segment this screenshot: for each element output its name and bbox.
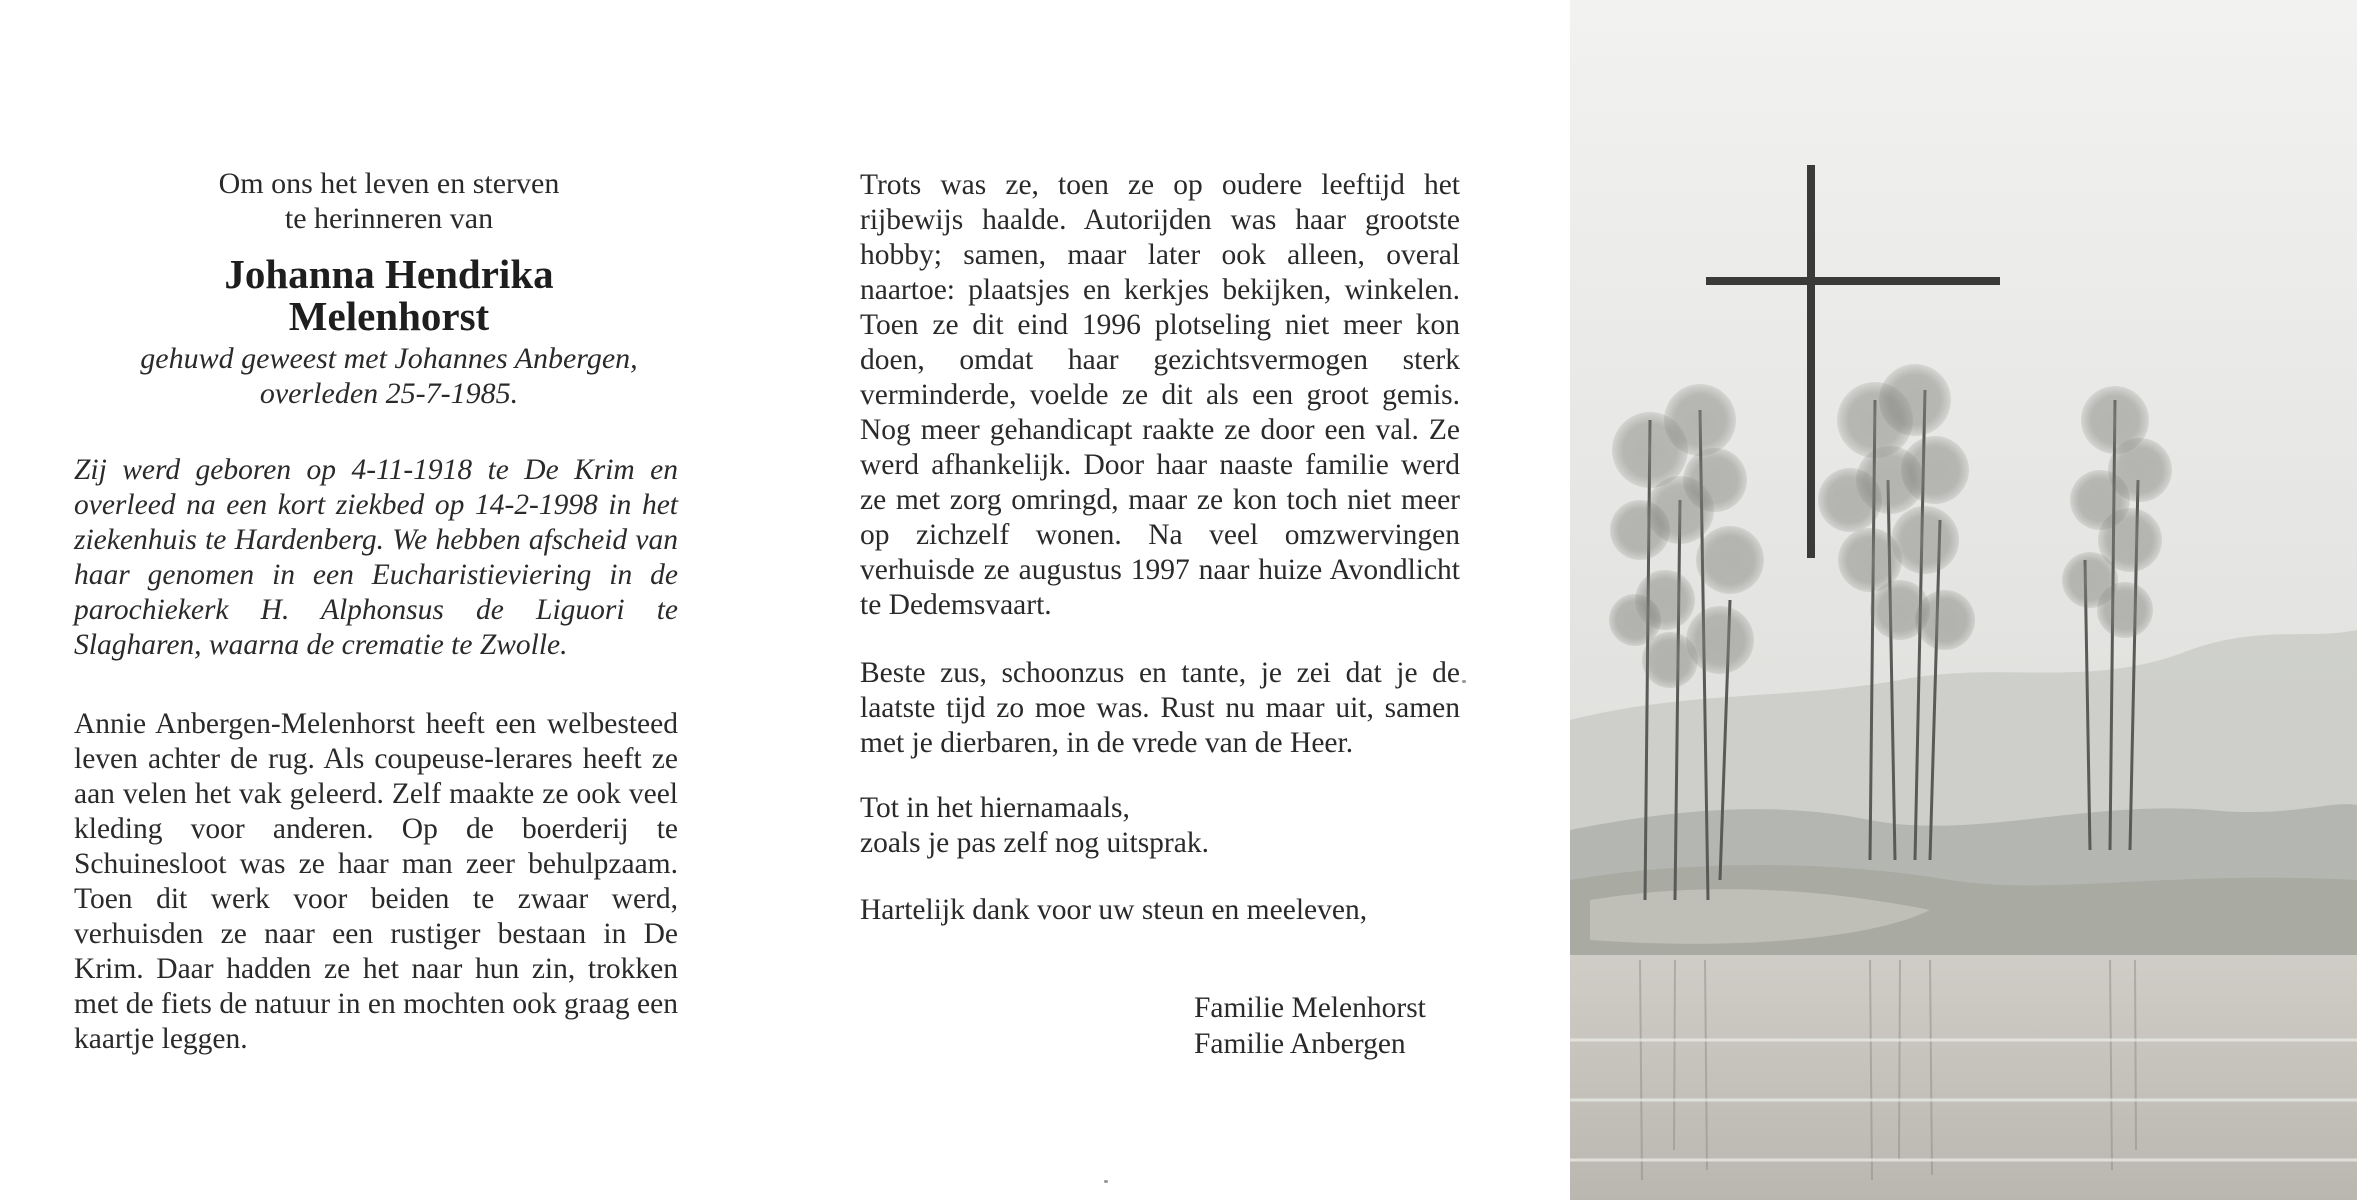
spouse-info (100, 341, 678, 411)
middle-column (860, 168, 1460, 928)
spouse-line-1: gehuwd geweest met Johannes Anbergen, (140, 342, 638, 375)
landscape-painting (1570, 0, 2357, 1200)
closing-line-1: Tot in het hiernamaals, (860, 792, 1130, 824)
signature-line-2: Familie Anbergen (1194, 1028, 1406, 1060)
signature (1194, 990, 1426, 1062)
water (1570, 955, 2357, 1200)
name-line-1: Johanna Hendrika (224, 251, 554, 297)
name-line-2: Melenhorst (288, 293, 490, 339)
signature-line-1: Familie Melenhorst (1194, 992, 1426, 1024)
left-column (74, 166, 678, 1057)
life-paragraph: Annie Anbergen-Melenhorst heeft een welbesteed leven achter de rug. Als coupeuse-lerares heeft ze aan velen het vak geleerd. Zelf maakte ze ook veel kleding voor anderen. Op de boerderij te Schuinesloot was ze haar man zeer behulpzaam. Toen dit werk voor beiden te zwaar werd, verhuisden ze naar een rustiger bestaan in De Krim. Daar hadden ze het naar hun zin, trokken met de fiets de natuur in en mochten ook graag een kaartje leggen. (74, 708, 678, 1055)
closing-lines (860, 791, 1460, 861)
spouse-line-2: overleden 25-7-1985. (259, 377, 519, 410)
biography-paragraph: Zij werd geboren op 4-11-1918 te De Krim en overleed na een kort ziekbed op 14-2-1998 in het ziekenhuis te Hardenberg. We hebben afscheid van haar genomen in een Eucharistieviering in de parochiekerk H. Alphonsus de Liguori te Slagharen, waarna de crematie te Zwolle. (74, 454, 678, 661)
intro (100, 166, 678, 236)
farewell-paragraph: Beste zus, schoonzus en tante, je zei dat je de laatste tijd zo moe was. Rust nu maar uit, samen met je dierbaren, in de vrede van de Heer. (860, 657, 1460, 759)
speck (1104, 1180, 1108, 1183)
life-paragraph-2: Trots was ze, toen ze op oudere leeftijd het rijbewijs haalde. Autorijden was haar grootste hobby; samen, maar later ook alleen, overal naartoe: plaatsjes en kerkjes bekijken, winkelen. Toen ze dit eind 1996 plotseling niet meer kon doen, omdat haar gezichtsvermogen sterk verminderde, voelde ze dit als een groot gemis. Nog meer gehandicapt raakte ze door een val. Ze werd afhankelijk. Door haar naaste familie werd ze met zorg omringd, maar ze kon toch niet meer op zichzelf wonen. Na veel omzwervingen verhuisde ze augustus 1997 naar huize Avondlicht te Dedemsvaart. (860, 169, 1460, 621)
intro-line-1: Om ons het leven en sterven (218, 167, 560, 200)
thanks-line: Hartelijk dank voor uw steun en meeleven, (860, 894, 1368, 926)
closing-line-2: zoals je pas zelf nog uitsprak. (860, 827, 1209, 859)
intro-line-2: te herinneren van (284, 202, 494, 235)
speck (1462, 680, 1466, 683)
cross-landscape-painting-icon (1570, 0, 2357, 1200)
deceased-name (100, 253, 678, 337)
